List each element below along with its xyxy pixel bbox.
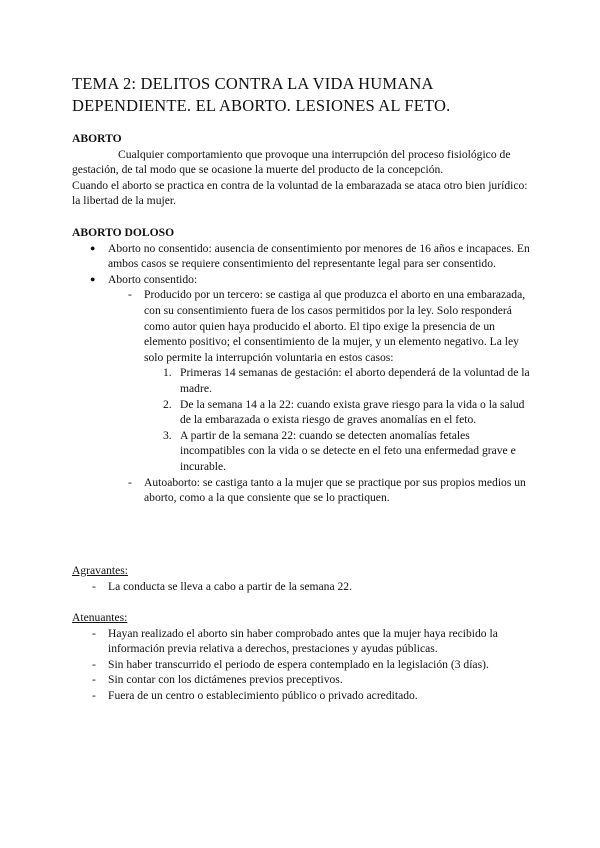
list-number: 2. bbox=[163, 397, 172, 411]
heading-aborto: ABORTO bbox=[72, 132, 122, 145]
list-item bbox=[72, 397, 532, 428]
list-number: 3. bbox=[163, 428, 172, 442]
bullet-icon: ● bbox=[90, 242, 96, 253]
list-item bbox=[72, 287, 532, 365]
item-supuesto-2: De la semana 14 a la 22: cuando exista grave riesgo para la vida o la salud de la embarazada o exista riesgo de graves anomalías en el feto. bbox=[180, 397, 525, 427]
list-item bbox=[72, 365, 532, 396]
aborto-bien-juridico: Cuando el aborto se practica en contra de la voluntad de la embarazada se ataca otro bien jurídico: la libertad de la mujer. bbox=[72, 178, 528, 208]
dash-icon: - bbox=[92, 657, 96, 671]
page-title bbox=[72, 73, 542, 117]
item-supuesto-3: A partir de la semana 22: cuando se detecten anomalías fetales incompatibles con la vida o se detecte en el feto una enfermedad grave e incurable. bbox=[180, 428, 516, 473]
section-aborto bbox=[72, 131, 532, 209]
atenuante-4: Fuera de un centro o establecimiento público o privado acreditado. bbox=[108, 688, 418, 702]
list-item bbox=[72, 579, 532, 595]
dash-icon: - bbox=[92, 673, 96, 687]
atenuante-1: Hayan realizado el aborto sin haber comprobado antes que la mujer haya recibido la información previa relativa a derechos, prestaciones y ayudas públicas. bbox=[108, 626, 498, 656]
list-item bbox=[72, 475, 532, 506]
atenuante-2: Sin haber transcurrido el periodo de espera contemplado en la legislación (3 días). bbox=[108, 657, 489, 671]
item-consentido: Aborto consentido: bbox=[108, 272, 198, 286]
list-item bbox=[72, 428, 532, 475]
dash-icon: - bbox=[128, 475, 132, 489]
item-no-consentido: Aborto no consentido: ausencia de consentimiento por menores de 16 años e incapaces. En ambos casos se requiere consentimiento del representante legal para ser consentido. bbox=[108, 241, 530, 271]
item-autoaborto: Autoaborto: se castiga tanto a la mujer que se practique por sus propios medios un aborto, como a la que consiente que se lo practiquen. bbox=[144, 475, 526, 505]
list-item bbox=[72, 626, 532, 657]
list-item bbox=[72, 672, 532, 688]
agravante-1: La conducta se lleva a cabo a partir de la semana 22. bbox=[108, 579, 352, 593]
list-item bbox=[72, 657, 532, 673]
item-supuesto-1: Primeras 14 semanas de gestación: el aborto dependerá de la voluntad de la madre. bbox=[180, 366, 530, 395]
list-item bbox=[72, 688, 532, 704]
title-line-2: DEPENDIENTE. EL ABORTO. LESIONES AL FETO. bbox=[72, 96, 451, 115]
aborto-definition: Cualquier comportamiento que provoque una interrupción del proceso fisiológico de gestación, de tal modo que se ocasione la muerte del producto de la concepción. bbox=[72, 147, 511, 177]
item-producido-tercero: Producido por un tercero: se castiga al que produzca el aborto en una embarazada, con su consentimiento fuera de los casos permitidos por la ley. Solo responderá como autor quien haya producido el aborto. El tipo exige la presencia de un elemento positivo; el consentimiento de la mujer, y un elemento negativo. La ley solo permite la interrupción voluntaria en estos casos: bbox=[144, 288, 526, 364]
title-line-1: TEMA 2: DELITOS CONTRA LA VIDA HUMANA bbox=[72, 74, 434, 93]
dash-icon: - bbox=[128, 288, 132, 302]
bullet-icon: ● bbox=[90, 273, 96, 284]
heading-atenuantes: Atenuantes: bbox=[72, 611, 128, 624]
list-item bbox=[72, 272, 532, 288]
dash-icon: - bbox=[92, 626, 96, 640]
heading-agravantes: Agravantes: bbox=[72, 564, 129, 577]
list-number: 1. bbox=[163, 366, 172, 380]
section-aborto-doloso bbox=[72, 225, 532, 506]
atenuante-3: Sin contar con los dictámenes previos preceptivos. bbox=[108, 673, 343, 687]
heading-aborto-doloso: ABORTO DOLOSO bbox=[72, 226, 175, 239]
dash-icon: - bbox=[92, 688, 96, 702]
dash-icon: - bbox=[92, 579, 96, 593]
section-atenuantes bbox=[72, 610, 532, 704]
section-agravantes bbox=[72, 563, 532, 594]
list-item bbox=[72, 241, 532, 272]
